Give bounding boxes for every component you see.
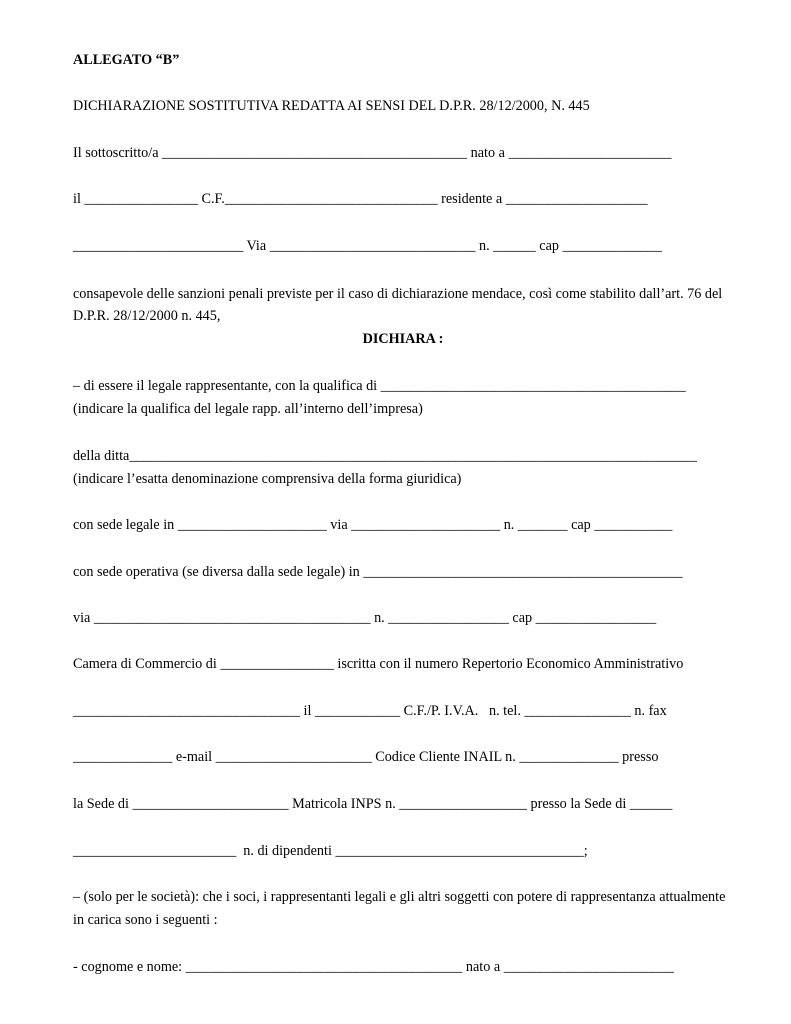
inps-line: la Sede di ______________________ Matricola INPS n. __________________ presso la Sede di ______ bbox=[73, 796, 673, 812]
birth-fiscal-residence-line: il ________________ C.F.______________________________ residente a ____________________ bbox=[73, 191, 648, 207]
operating-seat-line: con sede operativa (se diversa dalla sede legale) in _____________________________________________ bbox=[73, 564, 683, 580]
person-line: - cognome e nome: _______________________________________ nato a ________________________ bbox=[73, 959, 674, 975]
chamber-of-commerce-line: Camera di Commercio di ________________ iscritta con il numero Repertorio Economico Amministrativo bbox=[73, 656, 684, 672]
address-line: ________________________ Via _____________________________ n. ______ cap ______________ bbox=[73, 238, 662, 254]
role-hint: (indicare la qualifica del legale rapp. all’interno dell’impresa) bbox=[73, 401, 423, 417]
employees-line: _______________________ n. di dipendenti ___________________________________; bbox=[73, 843, 588, 859]
partners-text-line-2: in carica sono i seguenti : bbox=[73, 912, 218, 928]
partners-text-line-1: – (solo per le società): che i soci, i rappresentanti legali e gli altri soggetti con potere di rappresentanza attualmente bbox=[73, 889, 726, 905]
declares-heading: DICHIARA : bbox=[362, 331, 444, 347]
undersigned-line: Il sottoscritto/a ___________________________________________ nato a _______________________ bbox=[73, 145, 672, 161]
awareness-text-line-2: D.P.R. 28/12/2000 n. 445, bbox=[73, 308, 221, 324]
registry-line: ________________________________ il ____________ C.F./P. I.V.A. n. tel. _______________ n. fax bbox=[73, 703, 667, 719]
awareness-text-line-1: consapevole delle sanzioni penali previste per il caso di dichiarazione mendace, così come stabilito dall’art. 76 del bbox=[73, 286, 723, 302]
role-line: – di essere il legale rappresentante, con la qualifica di ___________________________________________ bbox=[73, 378, 686, 394]
email-inail-line: ______________ e-mail ______________________ Codice Cliente INAIL n. ______________ presso bbox=[73, 749, 659, 765]
company-hint: (indicare l’esatta denominazione comprensiva della forma giuridica) bbox=[73, 471, 462, 487]
attachment-label: ALLEGATO “B” bbox=[73, 52, 180, 68]
legal-seat-line: con sede legale in _____________________ via _____________________ n. _______ cap ___________ bbox=[73, 517, 673, 533]
document-title: DICHIARAZIONE SOSTITUTIVA REDATTA AI SENSI DEL D.P.R. 28/12/2000, N. 445 bbox=[73, 98, 590, 114]
operating-address-line: via _______________________________________ n. _________________ cap _________________ bbox=[73, 610, 657, 626]
company-line: della ditta________________________________________________________________________________ bbox=[73, 448, 697, 464]
